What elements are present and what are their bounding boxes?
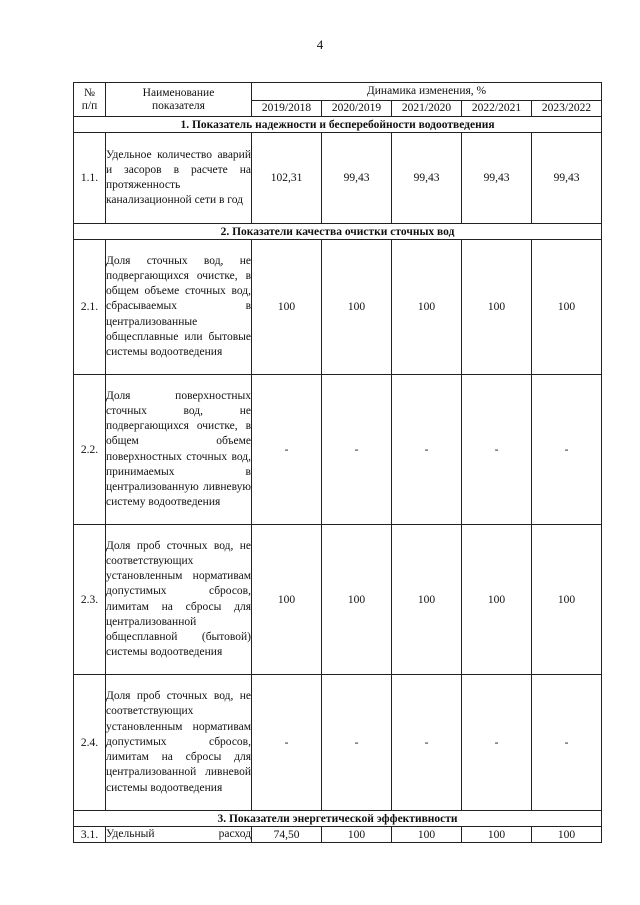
row-value: 100 [322,525,392,675]
row-value: - [392,675,462,811]
header-period: 2021/2020 [392,101,462,117]
row-value: 74,50 [252,827,322,843]
row-value: 100 [322,240,392,375]
table-row [74,133,602,224]
header-dynamics: Динамика изменения, % [252,83,602,101]
table-row [74,375,602,525]
row-value: 100 [462,525,532,675]
table-row [74,525,602,675]
row-value: 102,31 [252,133,322,224]
row-value: 100 [252,525,322,675]
section-row [74,811,602,827]
section-title: 2. Показатели качества очистки сточных вод [74,224,602,240]
row-value: 100 [252,240,322,375]
table-row [74,675,602,811]
header-number: № п/п [74,83,106,117]
header-period: 2022/2021 [462,101,532,117]
row-value: 99,43 [392,133,462,224]
row-indicator-name: Удельный расход [106,827,252,843]
table-row [74,827,602,843]
header-period: 2023/2022 [532,101,602,117]
row-value: 100 [322,827,392,843]
section-title: 1. Показатель надежности и бесперебойности водоотведения [74,117,602,133]
row-value: 99,43 [462,133,532,224]
row-value: - [322,675,392,811]
row-value: - [532,375,602,525]
row-value: - [462,375,532,525]
header-indicator-name: Наименование показателя [106,83,252,117]
header-period: 2019/2018 [252,101,322,117]
section-row [74,224,602,240]
section-row [74,117,602,133]
table-row [74,240,602,375]
page-number: 4 [316,37,324,52]
table-header-row [74,83,602,101]
row-number: 2.3. [74,525,106,675]
indicators-table [73,82,602,843]
row-number: 1.1. [74,133,106,224]
row-value: - [462,675,532,811]
row-value: 99,43 [322,133,392,224]
row-indicator-name: Доля поверхностных сточных вод, не подвергающихся очистке, в общем объеме поверхностных сточных вод, принимаемых в централизованную ливневую систему водоотведения [106,375,252,525]
row-number: 2.1. [74,240,106,375]
row-number: 2.2. [74,375,106,525]
row-number: 2.4. [74,675,106,811]
row-value: 100 [462,240,532,375]
row-value: 100 [392,827,462,843]
row-value: 100 [462,827,532,843]
row-value: 100 [392,240,462,375]
row-value: 99,43 [532,133,602,224]
row-value: - [252,375,322,525]
row-value: 100 [532,525,602,675]
row-indicator-name: Удельное количество аварий и засоров в расчете на протяженность канализационной сети в год [106,133,252,224]
row-value: 100 [532,240,602,375]
row-indicator-name: Доля сточных вод, не подвергающихся очистке, в общем объеме сточных вод, сбрасываемых в централизованные общесплавные или бытовые системы водоотведения [106,240,252,375]
row-value: - [252,675,322,811]
row-value: - [532,675,602,811]
header-period: 2020/2019 [322,101,392,117]
row-value: - [322,375,392,525]
row-value: 100 [532,827,602,843]
row-indicator-name: Доля проб сточных вод, не соответствующих установленным нормативам допустимых сбросов, лимитам на сбросы для централизованной ливневой системы водоотведения [106,675,252,811]
row-number: 3.1. [74,827,106,843]
section-title: 3. Показатели энергетической эффективности [74,811,602,827]
row-indicator-name: Доля проб сточных вод, не соответствующих установленным нормативам допустимых сбросов, лимитам на сбросы для централизованной общесплавной (бытовой) системы водоотведения [106,525,252,675]
row-value: 100 [392,525,462,675]
row-value: - [392,375,462,525]
